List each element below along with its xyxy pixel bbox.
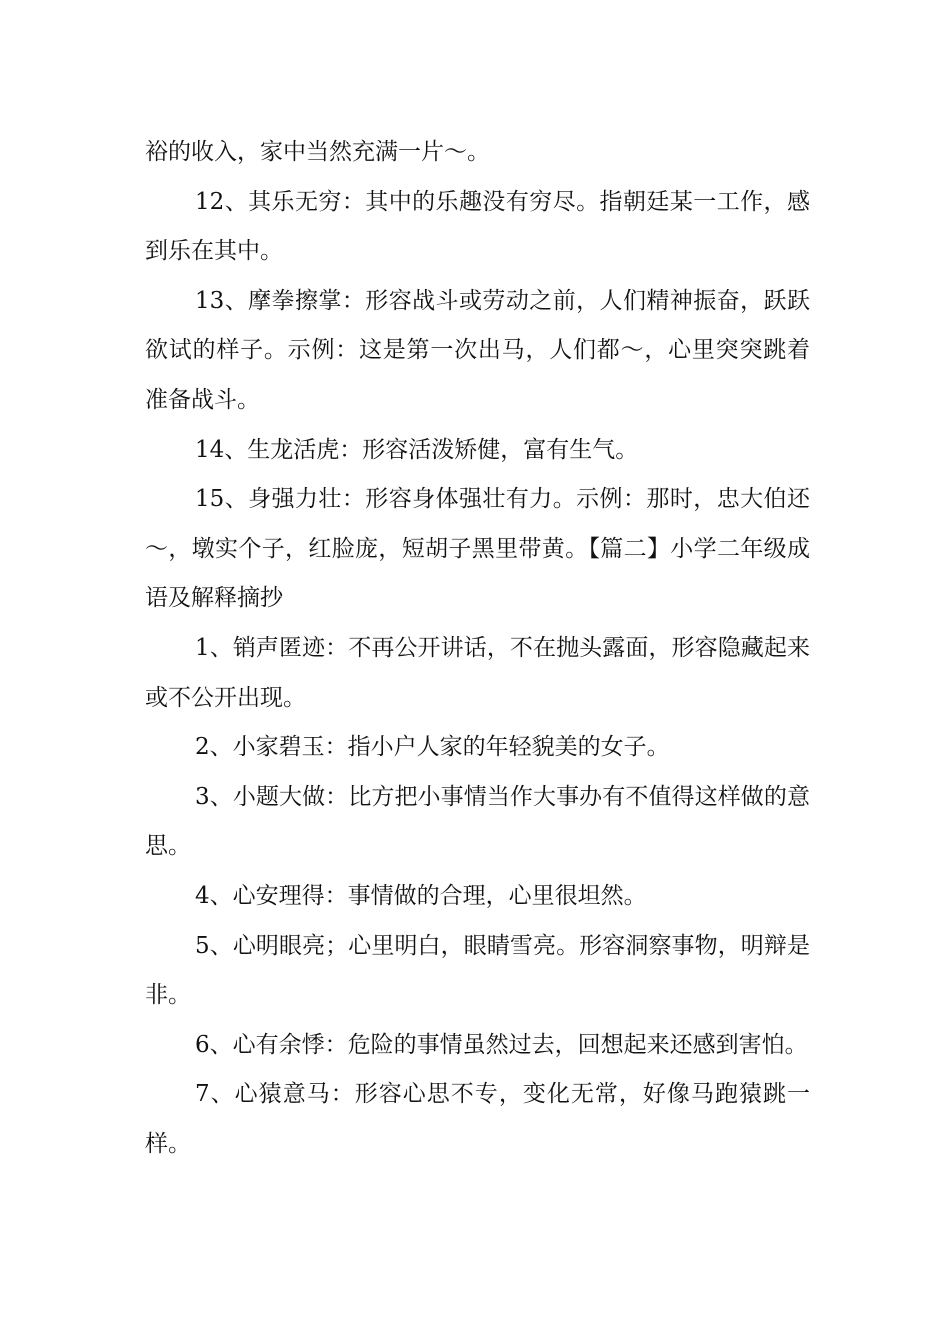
paragraph-idiom-5: 5、心明眼亮；心里明白，眼睛雪亮。形容洞察事物，明辩是非。: [145, 932, 810, 1009]
paragraph-idiom-1: 1、销声匿迹：不再公开讲话，不在抛头露面，形容隐藏起来或不公开出现。: [145, 634, 810, 711]
paragraph-idiom-3: 3、小题大做：比方把小事情当作大事办有不值得这样做的意思。: [145, 783, 810, 860]
paragraph-idiom-4: 4、心安理得：事情做的合理，心里很坦然。: [195, 882, 647, 909]
paragraph-idiom-13: 13、摩拳擦掌：形容战斗或劳动之前，人们精神振奋，跃跃欲试的样子。示例：这是第一次出马，人们都～，心里突突跳着准备战斗。: [145, 287, 810, 413]
paragraph-idiom-14: 14、生龙活虎：形容活泼矫健，富有生气。: [195, 436, 639, 463]
paragraph-idiom-2: 2、小家碧玉：指小户人家的年轻貌美的女子。: [195, 734, 670, 761]
paragraph-continuation: 裕的收入，家中当然充满一片～。: [145, 139, 490, 165]
document-body: [145, 128, 810, 1169]
paragraph-idiom-12: 12、其乐无穷：其中的乐趣没有穷尽。指朝廷某一工作，感到乐在其中。: [145, 188, 810, 265]
paragraph-idiom-15: 15、身强力壮：形容身体强壮有力。示例：那时，忠大伯还～，墩实个子，红脸庞，短胡子黑里带黄。【篇二】小学二年级成语及解释摘抄: [145, 486, 810, 612]
paragraph-idiom-6: 6、心有余悸：危险的事情虽然过去，回想起来还感到害怕。: [195, 1031, 808, 1058]
paragraph-idiom-7: 7、心猿意马：形容心思不专，变化无常，好像马跑猿跳一样。: [145, 1081, 810, 1157]
